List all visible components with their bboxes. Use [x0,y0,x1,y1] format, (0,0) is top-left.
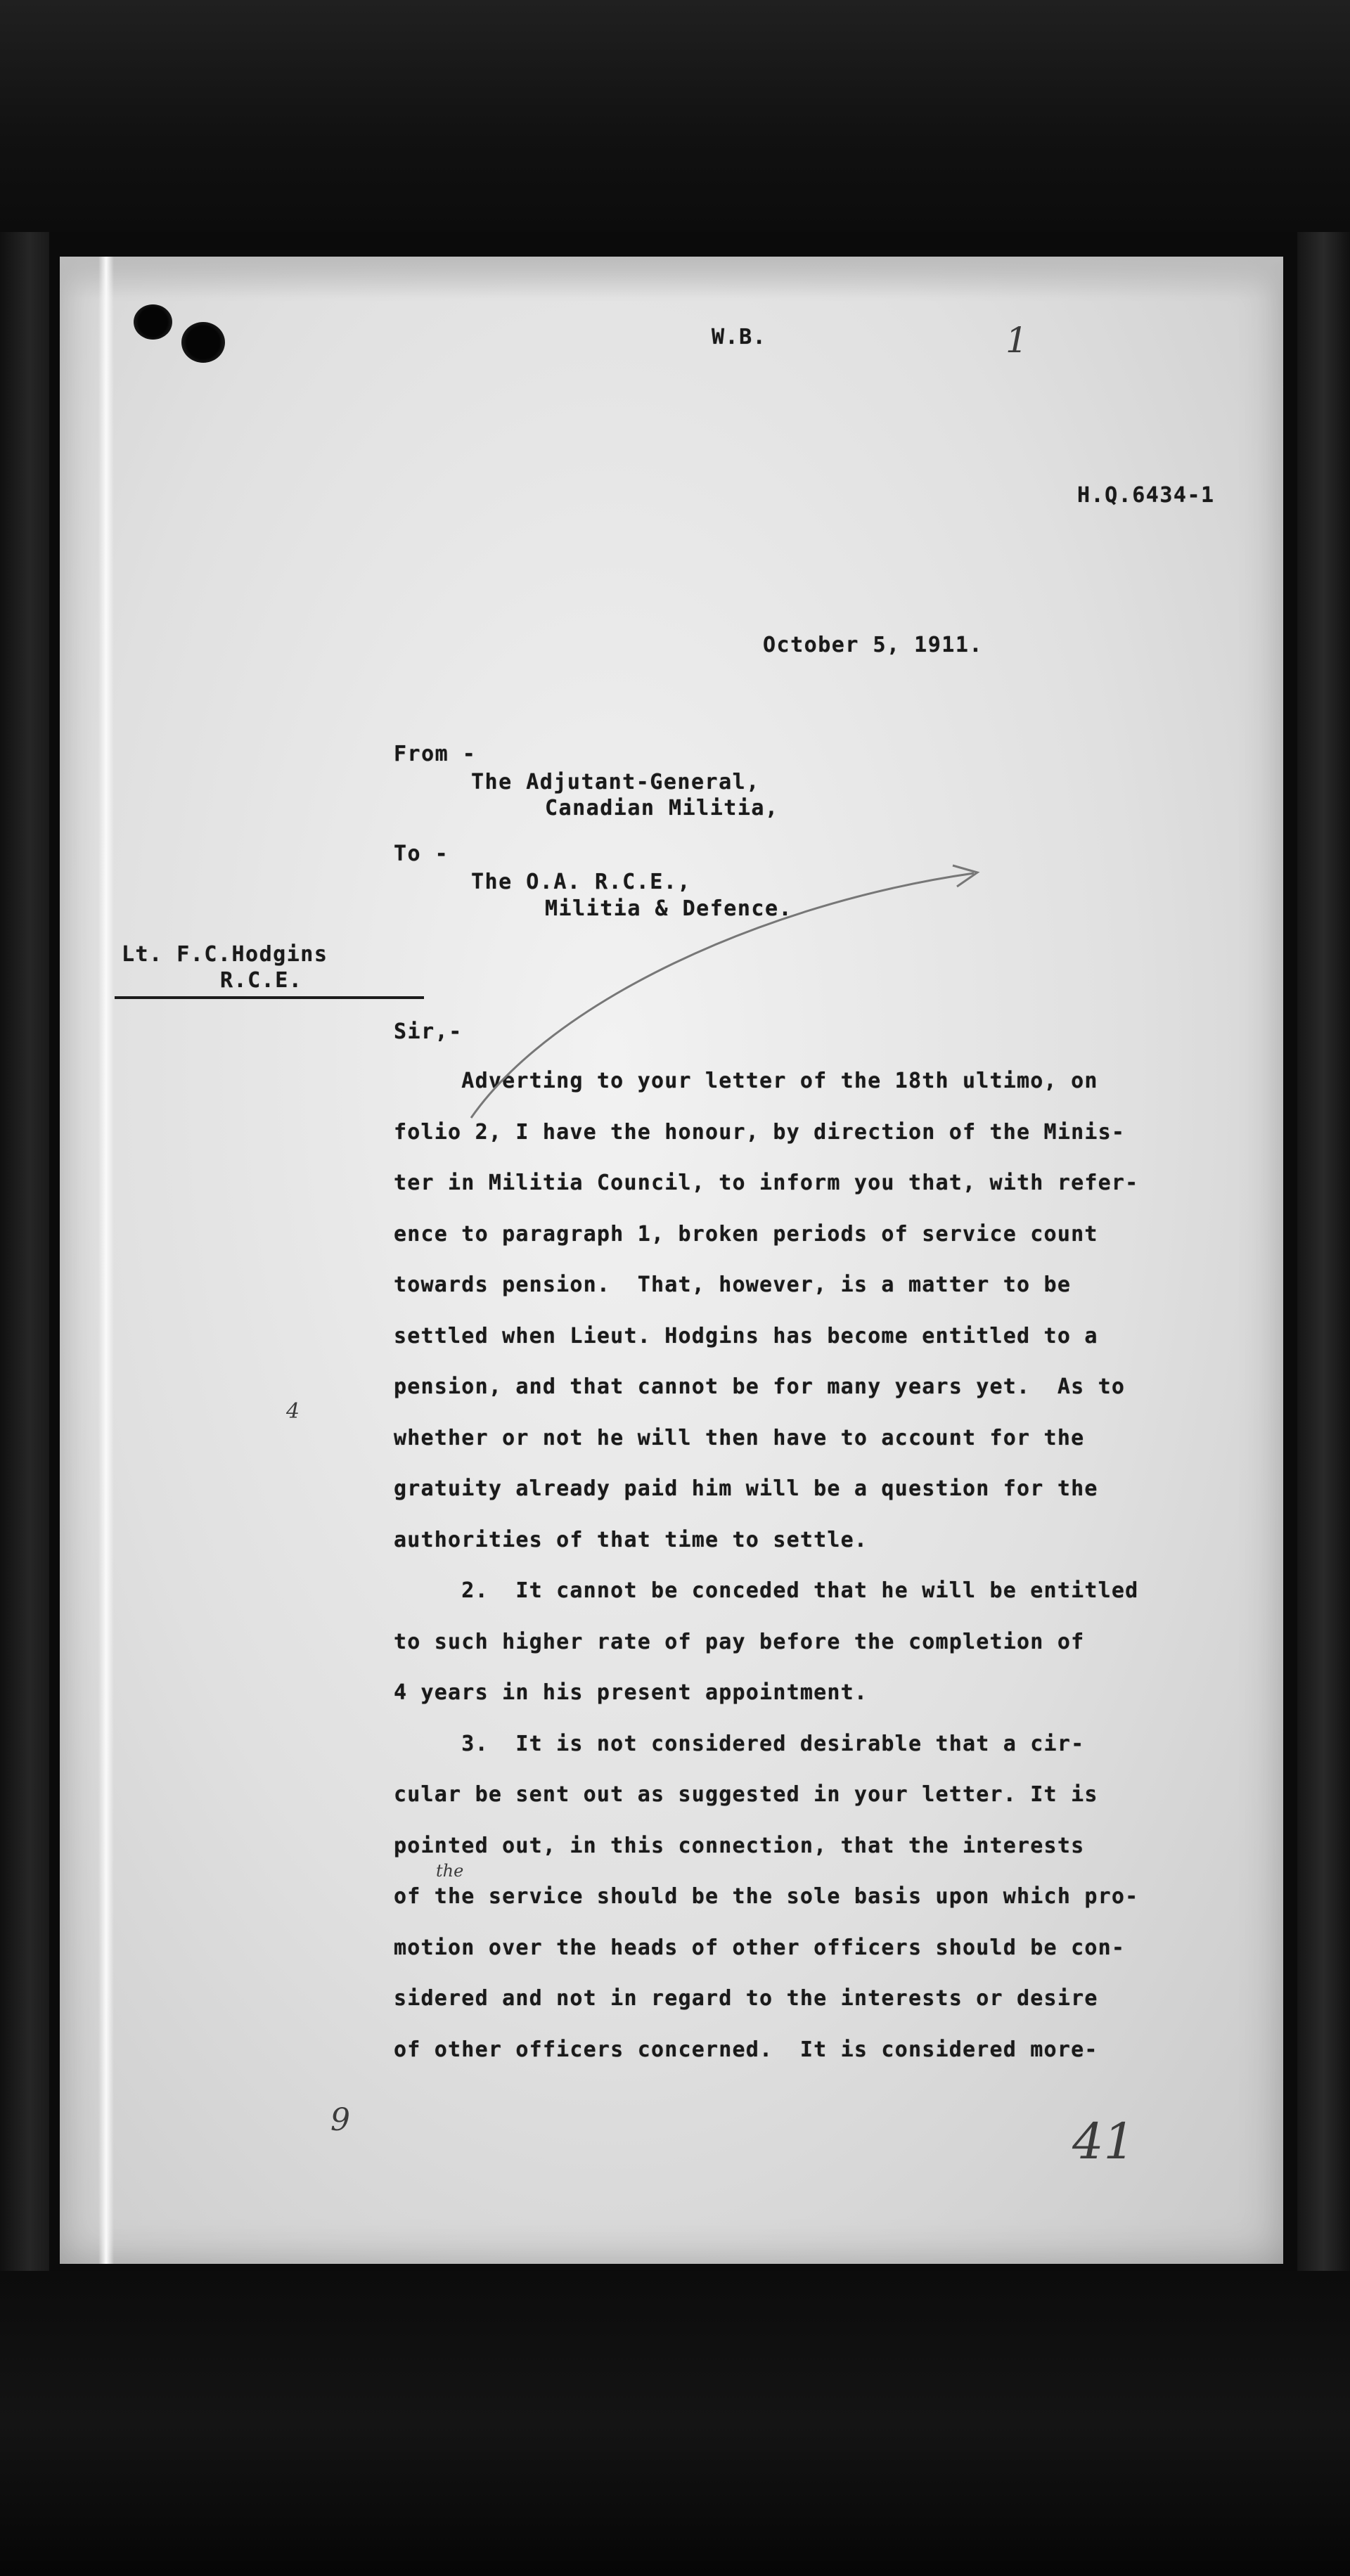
to-label: To - [394,842,449,866]
body-line: ter in Militia Council, to inform you that, with refer- [394,1171,1139,1195]
film-border-bottom [0,2271,1350,2576]
body-line: folio 2, I have the honour, by direction of the Minis- [394,1120,1126,1145]
to-line-2: Militia & Defence. [545,896,793,921]
margin-mark-bottom: 41 [1072,2113,1136,2170]
letter-date: October 5, 1911. [763,633,983,657]
body-line: ence to paragraph 1, broken periods of service count [394,1222,1098,1247]
body-line: to such higher rate of pay before the completion of [394,1630,1085,1654]
film-border-left [0,232,49,2271]
reference-line-1: Lt. F.C.Hodgins [122,942,328,967]
body-line: cular be sent out as suggested in your letter. It is [394,1782,1098,1807]
margin-mark-mid: 4 [286,1399,300,1424]
body-line: motion over the heads of other officers should be con- [394,1936,1126,1960]
file-number: H.Q.6434-1 [1077,483,1215,508]
from-line-2: Canadian Militia, [545,796,779,820]
handwritten-correction: the [436,1861,464,1881]
from-line-1: The Adjutant-General, [471,770,760,794]
to-line-1: The O.A. R.C.E., [471,870,691,894]
body-line: pension, and that cannot be for many years yet. As to [394,1374,1126,1399]
body-line: authorities of that time to settle. [394,1528,868,1552]
letter-page [60,257,1283,2264]
reference-line-2: R.C.E. [220,968,303,993]
salutation: Sir,- [394,1019,463,1044]
top-mark: W.B. [712,325,767,349]
body-line: gratuity already paid him will be a question for the [394,1476,1098,1501]
film-border-right [1297,232,1350,2271]
body-line: 3. It is not considered desirable that a cir- [394,1732,1085,1756]
body-line: settled when Lieut. Hodgins has become entitled to a [394,1324,1098,1348]
body-line: 2. It cannot be conceded that he will be entitled [394,1578,1139,1603]
pencil-arrow [60,257,1283,2264]
from-label: From - [394,742,477,766]
body-line: sidered and not in regard to the interests or desire [394,1986,1098,2011]
body-line: of the service should be the sole basis upon which pro- [394,1884,1139,1909]
film-border-top [0,0,1350,232]
pencil-arrow-stroke [471,873,974,1118]
body-line: pointed out, in this connection, that the interests [394,1834,1085,1858]
margin-mark-left: 9 [330,2102,350,2138]
body-line: of other officers concerned. It is considered more- [394,2037,1098,2062]
body-line: towards pension. That, however, is a matter to be [394,1273,1072,1297]
page-number-handwritten: 1 [1005,320,1028,361]
body-line: whether or not he will then have to account for the [394,1426,1085,1450]
body-line: Adverting to your letter of the 18th ultimo, on [394,1069,1098,1093]
body-line: 4 years in his present appointment. [394,1680,868,1705]
